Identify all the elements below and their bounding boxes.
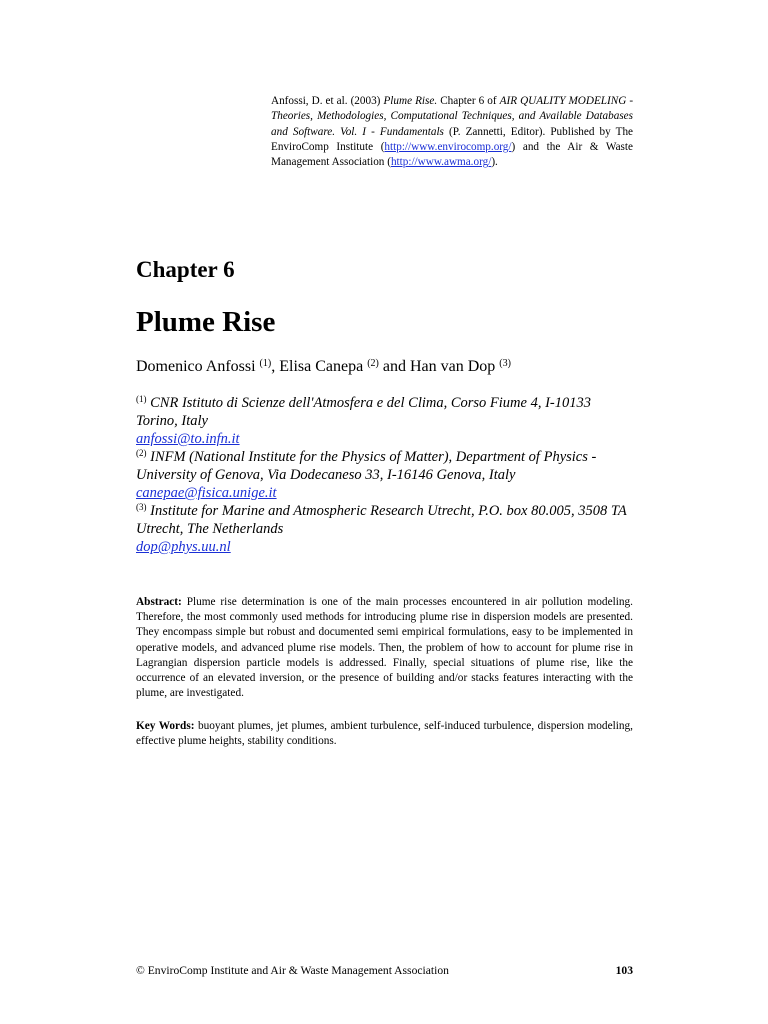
affiliation-email-link[interactable]: dop@phys.uu.nl [136,539,231,555]
page-footer [136,963,633,978]
citation-middle: ) and the Air & Waste Management Association ( [271,140,633,169]
author-affiliation-mark: (3) [499,358,511,369]
chapter-label: Chapter 6 [136,257,235,282]
affiliation-item [136,502,633,538]
citation-chapter-of: Chapter 6 of [440,95,497,107]
author-list [136,355,511,379]
author-name: Domenico Anfossi [136,358,256,375]
abstract-paragraph [136,595,633,701]
affiliation-mark: (1) [136,394,147,404]
affiliation-mark: (3) [136,502,147,512]
keywords-label: Key Words: [136,720,195,732]
page-number: 103 [615,964,633,977]
awma-link[interactable]: http://www.awma.org/ [390,156,492,169]
keywords-text: buoyant plumes, jet plumes, ambient turbulence, self-induced turbulence, dispersion modeling, effective plume heights, stability conditions. [136,720,633,748]
author-name: Elisa Canepa [279,358,364,375]
affiliation-text: Institute for Marine and Atmospheric Research Utrecht, P.O. box 80.005, 3508 TA Utrecht, The Netherlands [136,503,627,537]
abstract-text: Plume rise determination is one of the main processes encountered in air pollution modeling. Therefore, the most commonly used methods for introducing plume rise in dispersion models are presented. They encompass simple but robust and documented semi empirical formulations, easy to be implemented in operative models, and advanced plume rise models. Then, the problem of how to account for plume rise in Lagrangian dispersion particle models is addressed. Finally, special situations of plume rise, like the occurrence of an elevated inversion, or the presence of building and/or stacks features interacting with the plume, are investigated. [136,596,633,700]
affiliation-email-link[interactable]: canepae@fisica.unige.it [136,485,277,501]
affiliations-block [136,394,633,556]
author-affiliation-mark: (1) [259,358,272,369]
affiliation-text: CNR Istituto di Scienze dell'Atmosfera e del Clima, Corso Fiume 4, I-10133 Torino, Italy [136,395,592,429]
author-affiliation-mark: (2) [367,358,379,369]
affiliation-item [136,394,633,430]
citation-end: ). [491,156,498,169]
affiliation-email-link[interactable]: anfossi@to.infn.it [136,431,240,447]
affiliation-item [136,448,633,484]
author-name: Han van Dop [409,358,496,375]
citation-editor: (P. Zannetti, Editor). Published by The EnviroComp Institute ( [271,125,634,153]
author-separator: and [378,358,410,375]
footer-copyright: © EnviroComp Institute and Air & Waste Management Association [136,964,449,977]
keywords-paragraph [136,719,633,749]
citation-book-title: AIR QUALITY MODELING - Theories, Methodologies, Computational Techniques, and Available Databases and Software. Vol. I - Fundamentals [271,95,634,138]
citation-title: Plume Rise. [383,95,438,107]
affiliation-text: INFM (National Institute for the Physics of Matter), Department of Physics - University of Genova, Via Dodecaneso 33, I-16146 Genova, Italy [136,449,597,483]
affiliation-mark: (2) [136,448,147,458]
envirocomp-link[interactable]: http://www.envirocomp.org/ [384,140,512,153]
chapter-title: Plume Rise [136,306,276,338]
author-separator: , [271,358,280,375]
abstract-label: Abstract: [136,596,182,608]
citation-block [271,94,633,170]
citation-authors: Anfossi, D. et al. (2003) [271,95,381,107]
